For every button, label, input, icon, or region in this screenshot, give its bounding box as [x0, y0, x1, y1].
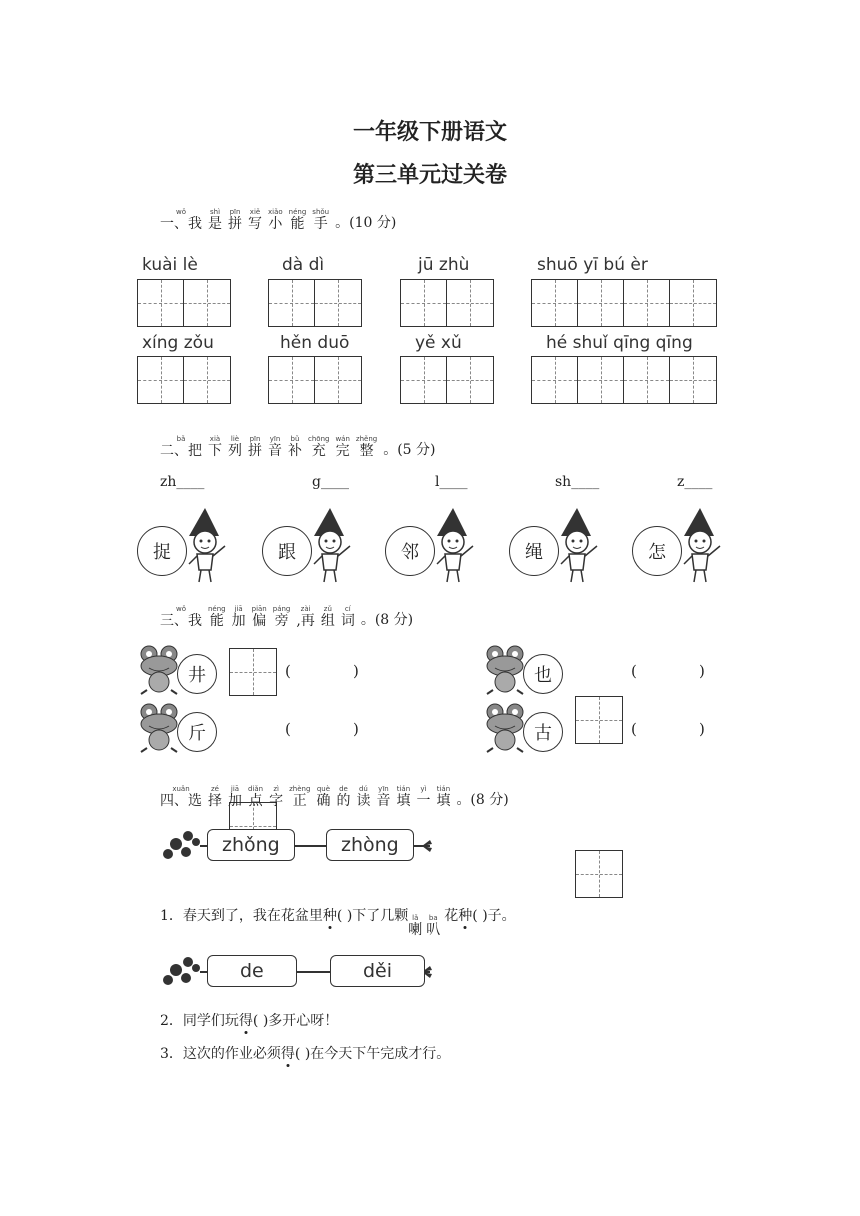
heading-char: xiě 写 — [248, 208, 262, 232]
character-circle: 怎 — [632, 526, 682, 576]
character-circle: 绳 — [509, 526, 559, 576]
dotted-char: 种 — [322, 908, 337, 924]
heading-char: yì 一 — [416, 785, 431, 809]
heading-char: tián 填 — [436, 785, 451, 809]
writing-box[interactable] — [229, 648, 277, 696]
paren-open: ( — [631, 720, 637, 738]
writing-grid[interactable] — [531, 279, 717, 327]
cartoon-kid-icon — [551, 506, 603, 584]
dotted-char: 得 — [238, 1013, 253, 1029]
heading-char: jiā 加 — [228, 785, 242, 809]
heading-char: bǎ 二、把 — [160, 435, 202, 459]
cartoon-kid-icon — [179, 506, 231, 584]
question-2: 2．同学们玩得( )多开心呀！ — [160, 1013, 339, 1029]
answer-blank[interactable]: ( )下了几颗 — [336, 908, 409, 924]
section3-heading — [160, 605, 413, 629]
blank-item[interactable]: z____ — [677, 474, 713, 490]
blank-item[interactable]: g____ — [312, 474, 349, 490]
paren-open: ( — [285, 662, 291, 680]
pinyin-option[interactable]: děi — [330, 955, 425, 987]
pinyin-option[interactable]: zhǒng — [207, 829, 295, 861]
answer-blank[interactable]: ( )子。 — [472, 908, 516, 924]
heading-char: néng 能 — [208, 605, 226, 629]
heading-char: zé 择 — [208, 785, 222, 809]
cartoon-kid-icon — [304, 506, 356, 584]
heading-char: diǎn 点 — [248, 785, 264, 809]
writing-grid[interactable] — [268, 356, 362, 404]
heading-char: zì 字 — [269, 785, 284, 809]
pinyin-label: hěn duō — [280, 333, 350, 353]
heading-char: cí 词 — [340, 605, 355, 629]
writing-box[interactable] — [575, 696, 623, 744]
paren-open: ( — [285, 720, 291, 738]
heading-char: wǒ 三、我 — [160, 605, 202, 629]
heading-char: xià 下 — [208, 435, 222, 459]
writing-grid[interactable] — [137, 356, 231, 404]
answer-blank[interactable]: ( )在今天下午完成才行。 — [294, 1046, 451, 1062]
heading-char: pīn 拼 — [248, 435, 262, 459]
heading-char: shì 是 — [208, 208, 222, 232]
heading-char: páng 旁 — [272, 605, 291, 629]
character-circle: 井 — [177, 654, 217, 694]
heading-char: pīn 拼 — [228, 208, 242, 232]
heading-char: zhèng 正 — [289, 785, 311, 809]
section4-heading — [160, 785, 509, 809]
answer-blank[interactable]: ( )多开心呀！ — [252, 1013, 339, 1029]
pinyin-label: dà dì — [282, 255, 325, 275]
blank-item[interactable]: zh____ — [160, 474, 205, 490]
paren-close: ) — [699, 662, 705, 680]
pinyin-label: hé shuǐ qīng qīng — [546, 333, 693, 353]
heading-char: piān 偏 — [251, 605, 267, 629]
paren-close: ) — [699, 720, 705, 738]
writing-grid[interactable] — [531, 356, 717, 404]
heading-char: xuǎn 四、选 — [160, 785, 202, 809]
heading-char: yīn 音 — [376, 785, 391, 809]
page-subtitle: 第三单元过关卷 — [352, 163, 507, 188]
cartoon-kid-icon — [674, 506, 726, 584]
character-circle: 古 — [523, 712, 563, 752]
paren-open: ( — [631, 662, 637, 680]
heading-char: chōng 充 — [308, 435, 330, 459]
paren-close: ) — [353, 662, 359, 680]
pinyin-label: jū zhù — [418, 255, 470, 275]
character-circle: 也 — [523, 654, 563, 694]
heading-char: zài ,再 — [296, 605, 315, 629]
heading-char: què 确 — [316, 785, 331, 809]
heading-char: tián 填 — [396, 785, 411, 809]
heading-char: zǔ 组 — [320, 605, 335, 629]
heading-char: bǔ 补 — [288, 435, 302, 459]
heading-char: jiā 加 — [231, 605, 246, 629]
pinyin-option[interactable]: zhòng — [326, 829, 414, 861]
score-label: 。(8 分) — [360, 612, 414, 628]
writing-box[interactable] — [575, 850, 623, 898]
heading-char: dú 读 — [356, 785, 371, 809]
writing-grid[interactable] — [268, 279, 362, 327]
question-3: 3．这次的作业必须得( )在今天下午完成才行。 — [160, 1046, 451, 1062]
character-circle: 斤 — [177, 712, 217, 752]
heading-char: shǒu 手 — [312, 208, 330, 232]
frog-icon — [137, 702, 181, 754]
heading-char: zhěng 整 — [355, 435, 378, 459]
score-label: 。(10 分) — [335, 215, 397, 231]
writing-grid[interactable] — [400, 279, 494, 327]
cartoon-kid-icon — [427, 506, 479, 584]
pinyin-label: kuài lè — [142, 255, 198, 275]
pinyin-label: xíng zǒu — [142, 333, 214, 353]
paren-close: ) — [353, 720, 359, 738]
heading-char: xiǎo 小 — [268, 208, 283, 232]
heading-char: de 的 — [336, 785, 351, 809]
frog-icon — [483, 702, 527, 754]
frog-icon — [483, 644, 527, 696]
character-circle: 捉 — [137, 526, 187, 576]
page-title: 一年级下册语文 — [352, 120, 507, 145]
pinyin-option[interactable]: de — [207, 955, 297, 987]
question-1: 1．春天到了，我在花盆里种( )下了几颗 lǎ 喇 ba 叭 花种( )子。 — [160, 908, 516, 938]
section2-heading — [160, 435, 436, 459]
character-circle: 邻 — [385, 526, 435, 576]
score-label: 。(8 分) — [456, 792, 509, 808]
dotted-char: 得 — [280, 1046, 295, 1062]
writing-grid[interactable] — [137, 279, 231, 327]
character-circle: 跟 — [262, 526, 312, 576]
heading-char: liè 列 — [228, 435, 242, 459]
pinyin-label: yě xǔ — [415, 333, 462, 353]
heading-char: wán 完 — [335, 435, 350, 459]
score-label: 。(5 分) — [383, 442, 436, 458]
writing-grid[interactable] — [400, 356, 494, 404]
heading-char: néng 能 — [288, 208, 307, 232]
blank-item[interactable]: l____ — [435, 474, 468, 490]
dotted-char: 种 — [458, 908, 473, 924]
frog-icon — [137, 644, 181, 696]
heading-char: yīn 音 — [268, 435, 282, 459]
pinyin-label: shuō yī bú èr — [537, 255, 648, 275]
heading-char: wǒ 一、我 — [160, 208, 202, 232]
section1-heading — [160, 208, 396, 232]
blank-item[interactable]: sh____ — [555, 474, 600, 490]
